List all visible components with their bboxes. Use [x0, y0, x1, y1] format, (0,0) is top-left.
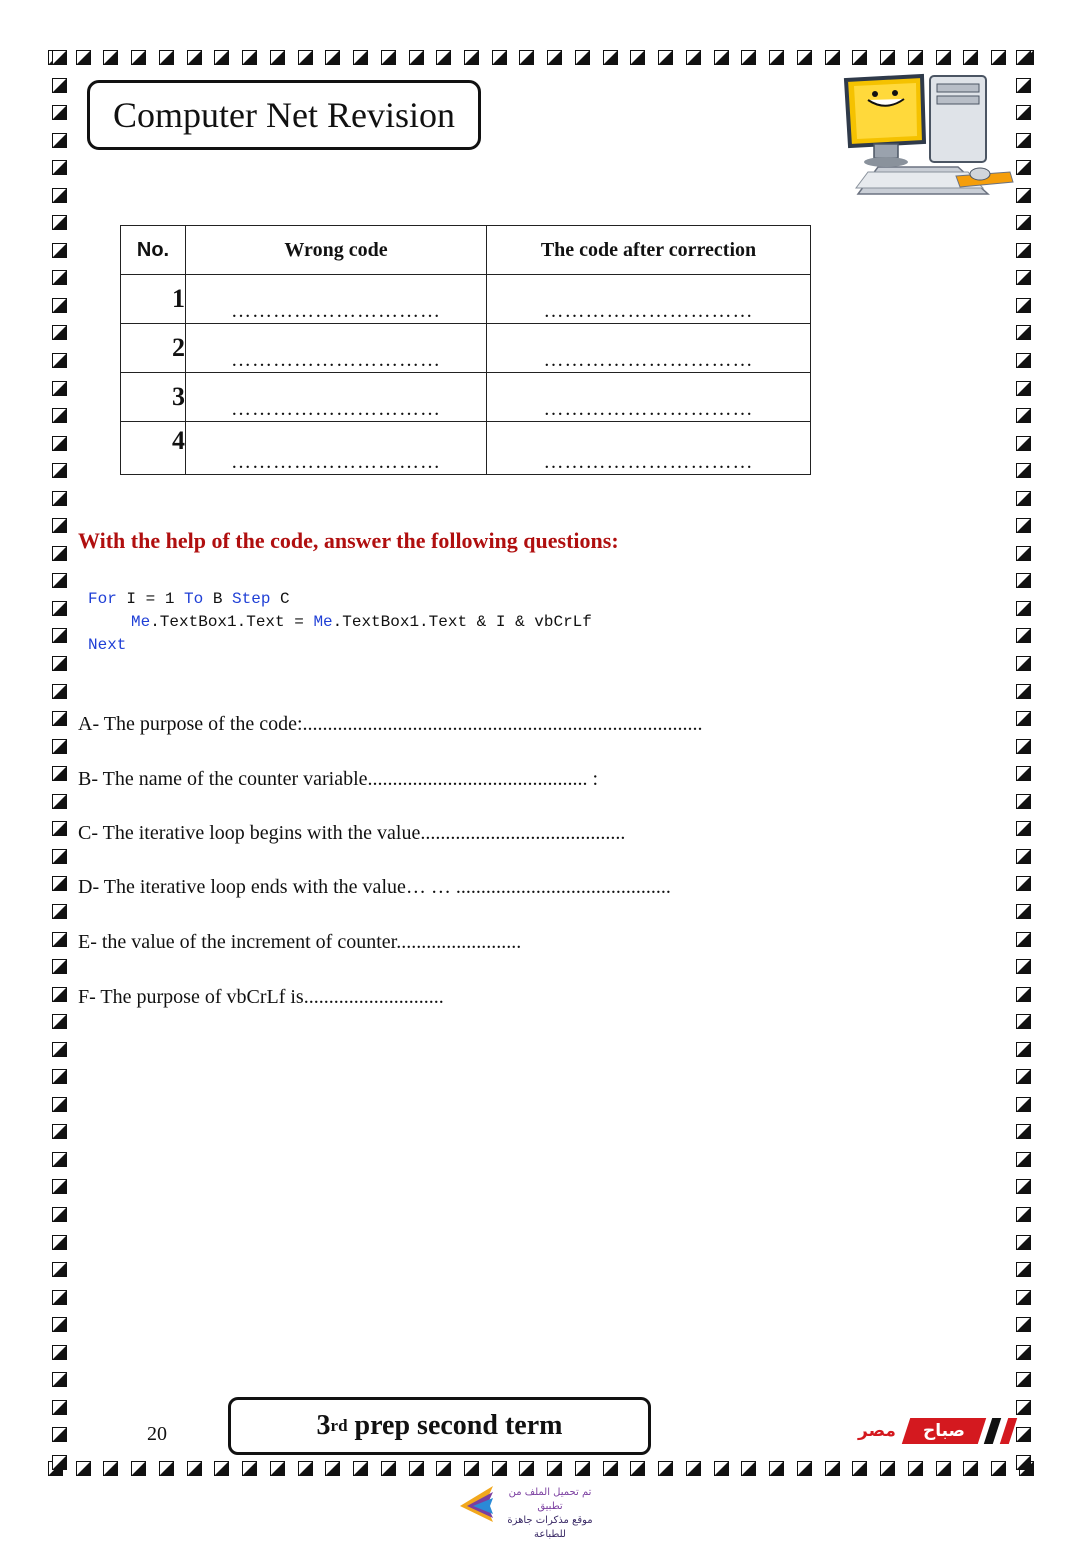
computer-icon	[838, 72, 1018, 202]
border-square-icon	[769, 50, 784, 65]
border-square-icon	[825, 1461, 840, 1476]
border-square-icon	[991, 1461, 1006, 1476]
border-square-icon	[52, 1014, 67, 1029]
row-number: 3	[121, 373, 186, 422]
table-row	[121, 324, 811, 373]
border-square-icon	[103, 50, 118, 65]
border-square-icon	[963, 50, 978, 65]
brand-logo-text-b: مصر	[858, 1421, 896, 1441]
border-square-icon	[52, 1042, 67, 1057]
border-square-icon	[936, 1461, 951, 1476]
border-square-icon	[963, 1461, 978, 1476]
border-square-icon	[1016, 601, 1031, 616]
border-square-icon	[1016, 656, 1031, 671]
border-square-icon	[52, 243, 67, 258]
column-header-no: No.	[121, 226, 186, 275]
border-square-icon	[630, 1461, 645, 1476]
question-d: D- The iterative loop ends with the value… … ...........................................	[78, 876, 671, 898]
border-square-icon	[52, 518, 67, 533]
border-square-icon	[1016, 298, 1031, 313]
code-keyword: Step	[232, 590, 271, 608]
border-square-icon	[52, 1152, 67, 1167]
border-square-icon	[381, 1461, 396, 1476]
question-f: F- The purpose of vbCrLf is............................	[78, 986, 444, 1008]
border-square-icon	[1016, 270, 1031, 285]
border-square-icon	[603, 50, 618, 65]
border-square-icon	[1016, 1152, 1031, 1167]
border-square-icon	[797, 1461, 812, 1476]
border-square-icon	[52, 133, 67, 148]
border-square-icon	[1016, 78, 1031, 93]
border-top	[48, 50, 1034, 67]
border-square-icon	[1016, 794, 1031, 809]
wrong-code-cell: …………………………	[186, 373, 487, 422]
border-square-icon	[1016, 821, 1031, 836]
border-square-icon	[1016, 573, 1031, 588]
border-square-icon	[52, 821, 67, 836]
border-square-icon	[298, 1461, 313, 1476]
border-square-icon	[1016, 353, 1031, 368]
border-square-icon	[1016, 932, 1031, 947]
code-text: .TextBox1.Text & I & vbCrLf	[332, 613, 592, 631]
border-square-icon	[1016, 628, 1031, 643]
corrected-code-cell: …………………………	[487, 422, 811, 475]
page-title: Computer Net Revision	[113, 95, 455, 135]
code-keyword: Me	[131, 613, 151, 631]
border-square-icon	[1016, 684, 1031, 699]
app-logo-caption	[495, 1486, 605, 1542]
border-square-icon	[714, 50, 729, 65]
border-square-icon	[131, 1461, 146, 1476]
border-square-icon	[1016, 215, 1031, 230]
border-square-icon	[1016, 408, 1031, 423]
border-square-icon	[1016, 1372, 1031, 1387]
border-square-icon	[52, 656, 67, 671]
border-square-icon	[52, 160, 67, 175]
border-square-icon	[52, 628, 67, 643]
border-square-icon	[52, 298, 67, 313]
border-square-icon	[52, 381, 67, 396]
border-square-icon	[52, 1345, 67, 1360]
border-square-icon	[1016, 1427, 1031, 1442]
border-square-icon	[1016, 436, 1031, 451]
border-square-icon	[52, 50, 67, 65]
border-bottom	[48, 1461, 1034, 1478]
code-keyword: For	[88, 590, 117, 608]
border-square-icon	[1016, 1207, 1031, 1222]
wrong-code-cell: …………………………	[186, 275, 487, 324]
footer-label-rest: prep second term	[347, 1410, 563, 1441]
border-square-icon	[298, 50, 313, 65]
border-square-icon	[852, 50, 867, 65]
border-square-icon	[686, 50, 701, 65]
border-square-icon	[1016, 1317, 1031, 1332]
border-square-icon	[159, 1461, 174, 1476]
border-square-icon	[52, 684, 67, 699]
code-keyword: To	[184, 590, 204, 608]
question-b: B- The name of the counter variable............................................ :	[78, 768, 599, 790]
border-square-icon	[1016, 381, 1031, 396]
border-square-icon	[547, 50, 562, 65]
table-header-row	[121, 226, 811, 275]
question-e: E- the value of the increment of counter.........................	[78, 931, 522, 953]
border-square-icon	[52, 794, 67, 809]
border-square-icon	[52, 436, 67, 451]
border-square-icon	[52, 1427, 67, 1442]
border-square-icon	[492, 50, 507, 65]
border-square-icon	[409, 1461, 424, 1476]
questions-heading: With the help of the code, answer the following questions:	[78, 528, 619, 553]
border-square-icon	[52, 601, 67, 616]
border-square-icon	[1016, 1400, 1031, 1415]
border-square-icon	[1016, 1042, 1031, 1057]
corrected-code-cell: …………………………	[487, 373, 811, 422]
border-square-icon	[1016, 1124, 1031, 1139]
border-square-icon	[242, 50, 257, 65]
border-square-icon	[519, 1461, 534, 1476]
border-square-icon	[1016, 1097, 1031, 1112]
code-line-2	[88, 611, 592, 634]
border-square-icon	[436, 1461, 451, 1476]
border-square-icon	[1016, 1069, 1031, 1084]
border-square-icon	[187, 1461, 202, 1476]
border-square-icon	[76, 1461, 91, 1476]
question-a: A- The purpose of the code:................................................................................	[78, 713, 703, 735]
border-square-icon	[1016, 739, 1031, 754]
border-square-icon	[52, 1097, 67, 1112]
border-square-icon	[76, 50, 91, 65]
code-keyword: Me	[313, 613, 333, 631]
column-header-wrong-code: Wrong code	[186, 226, 487, 275]
brand-logo-bar-icon	[1000, 1418, 1017, 1444]
border-square-icon	[769, 1461, 784, 1476]
border-square-icon	[270, 50, 285, 65]
corrected-code-cell: …………………………	[487, 275, 811, 324]
border-square-icon	[52, 1124, 67, 1139]
table-row	[121, 275, 811, 324]
table-row	[121, 422, 811, 475]
border-square-icon	[52, 739, 67, 754]
border-square-icon	[658, 50, 673, 65]
border-square-icon	[214, 50, 229, 65]
code-line-1	[88, 588, 592, 611]
border-square-icon	[52, 1455, 67, 1470]
border-square-icon	[936, 50, 951, 65]
border-square-icon	[242, 1461, 257, 1476]
border-square-icon	[519, 50, 534, 65]
border-square-icon	[52, 711, 67, 726]
code-keyword: Next	[88, 636, 127, 654]
brand-logo-text-a: صباح	[922, 1421, 965, 1441]
border-square-icon	[1016, 1345, 1031, 1360]
border-square-icon	[436, 50, 451, 65]
brand-logo-bar-icon	[984, 1418, 1001, 1444]
border-square-icon	[52, 270, 67, 285]
border-square-icon	[1016, 188, 1031, 203]
border-square-icon	[52, 491, 67, 506]
border-square-icon	[1016, 876, 1031, 891]
border-square-icon	[575, 1461, 590, 1476]
border-square-icon	[1016, 1290, 1031, 1305]
border-square-icon	[52, 904, 67, 919]
border-square-icon	[270, 1461, 285, 1476]
border-square-icon	[991, 50, 1006, 65]
border-square-icon	[409, 50, 424, 65]
border-square-icon	[880, 1461, 895, 1476]
border-square-icon	[187, 50, 202, 65]
border-square-icon	[741, 1461, 756, 1476]
footer-label	[228, 1397, 651, 1455]
border-square-icon	[52, 546, 67, 561]
border-square-icon	[52, 215, 67, 230]
border-left	[52, 50, 69, 1470]
wrong-code-cell: …………………………	[186, 324, 487, 373]
border-square-icon	[52, 876, 67, 891]
border-square-icon	[1016, 243, 1031, 258]
code-text: I = 1	[116, 590, 185, 608]
border-square-icon	[1016, 325, 1031, 340]
border-square-icon	[603, 1461, 618, 1476]
border-square-icon	[547, 1461, 562, 1476]
footer-label-sup: rd	[330, 1416, 348, 1435]
border-square-icon	[880, 50, 895, 65]
correction-table	[120, 225, 811, 475]
border-square-icon	[1016, 987, 1031, 1002]
border-square-icon	[1016, 849, 1031, 864]
border-square-icon	[686, 1461, 701, 1476]
border-square-icon	[52, 1179, 67, 1194]
border-square-icon	[52, 987, 67, 1002]
border-square-icon	[575, 50, 590, 65]
question-c: C- The iterative loop begins with the value.........................................	[78, 822, 626, 844]
border-square-icon	[52, 188, 67, 203]
border-square-icon	[464, 1461, 479, 1476]
border-square-icon	[825, 50, 840, 65]
code-block	[88, 588, 592, 657]
border-square-icon	[131, 50, 146, 65]
border-square-icon	[52, 1400, 67, 1415]
column-header-corrected-code: The code after correction	[487, 226, 811, 275]
border-square-icon	[1016, 491, 1031, 506]
border-square-icon	[741, 50, 756, 65]
table-row	[121, 373, 811, 422]
border-square-icon	[52, 1317, 67, 1332]
border-square-icon	[464, 50, 479, 65]
border-square-icon	[52, 325, 67, 340]
border-square-icon	[1016, 50, 1031, 65]
border-square-icon	[52, 78, 67, 93]
border-square-icon	[381, 50, 396, 65]
border-square-icon	[852, 1461, 867, 1476]
code-text: C	[270, 590, 290, 608]
border-square-icon	[1016, 959, 1031, 974]
border-square-icon	[52, 1262, 67, 1277]
border-square-icon	[1016, 160, 1031, 175]
border-square-icon	[1016, 904, 1031, 919]
border-square-icon	[1016, 1014, 1031, 1029]
border-square-icon	[52, 766, 67, 781]
border-square-icon	[658, 1461, 673, 1476]
border-square-icon	[630, 50, 645, 65]
border-square-icon	[52, 1372, 67, 1387]
page-number: 20	[147, 1423, 167, 1445]
code-line-3	[88, 634, 592, 657]
border-square-icon	[1016, 463, 1031, 478]
app-logo-caption-line2: موقع مذكرات جاهزة للطباعة	[507, 1515, 593, 1540]
border-square-icon	[52, 1290, 67, 1305]
brand-logo-badge	[902, 1418, 986, 1444]
border-square-icon	[492, 1461, 507, 1476]
row-number: 4	[121, 422, 186, 475]
border-square-icon	[1016, 105, 1031, 120]
corrected-code-cell: …………………………	[487, 324, 811, 373]
border-square-icon	[1016, 1455, 1031, 1470]
border-square-icon	[52, 1069, 67, 1084]
footer-label-num: 3	[316, 1410, 331, 1441]
border-square-icon	[908, 1461, 923, 1476]
wrong-code-cell: …………………………	[186, 422, 487, 475]
border-square-icon	[1016, 766, 1031, 781]
border-square-icon	[159, 50, 174, 65]
border-square-icon	[1016, 133, 1031, 148]
border-right	[1016, 50, 1033, 1470]
border-square-icon	[1016, 546, 1031, 561]
border-square-icon	[52, 353, 67, 368]
border-square-icon	[714, 1461, 729, 1476]
border-square-icon	[52, 1207, 67, 1222]
page-title-box	[87, 80, 481, 150]
border-square-icon	[103, 1461, 118, 1476]
border-square-icon	[52, 1235, 67, 1250]
border-square-icon	[52, 463, 67, 478]
row-number: 2	[121, 324, 186, 373]
border-square-icon	[214, 1461, 229, 1476]
border-square-icon	[1016, 518, 1031, 533]
border-square-icon	[325, 1461, 340, 1476]
border-square-icon	[1016, 1235, 1031, 1250]
border-square-icon	[1016, 1179, 1031, 1194]
border-square-icon	[353, 50, 368, 65]
border-square-icon	[353, 1461, 368, 1476]
app-logo-caption-line1: تم تحميل الملف من تطبيق	[508, 1487, 592, 1512]
border-square-icon	[52, 959, 67, 974]
border-square-icon	[1016, 711, 1031, 726]
border-square-icon	[797, 50, 812, 65]
row-number: 1	[121, 275, 186, 324]
code-text: .TextBox1.Text =	[150, 613, 314, 631]
border-square-icon	[52, 573, 67, 588]
border-square-icon	[908, 50, 923, 65]
border-square-icon	[1016, 1262, 1031, 1277]
border-square-icon	[52, 408, 67, 423]
border-square-icon	[325, 50, 340, 65]
border-square-icon	[52, 932, 67, 947]
code-text: B	[203, 590, 233, 608]
border-square-icon	[52, 105, 67, 120]
border-square-icon	[52, 849, 67, 864]
